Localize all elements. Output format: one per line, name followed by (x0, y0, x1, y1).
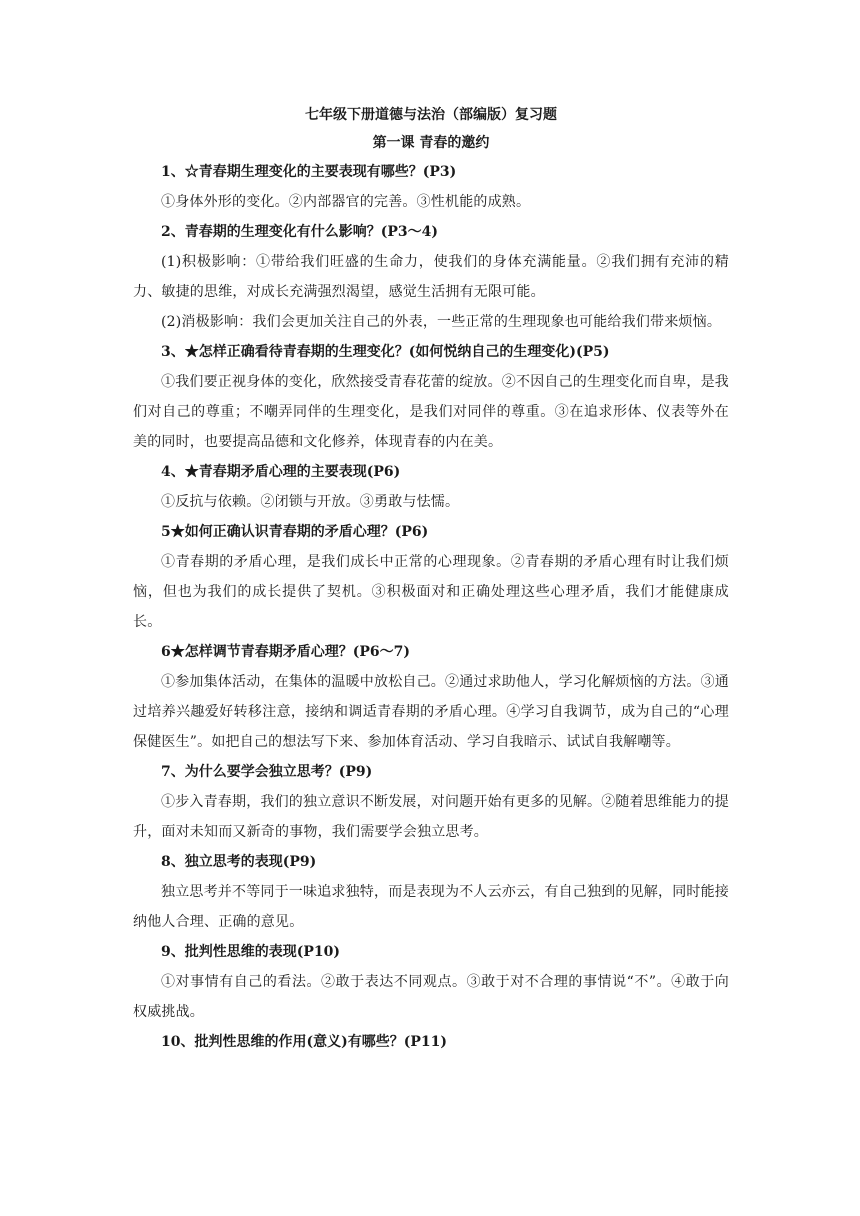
question-6: 6★怎样调节青春期矛盾心理？(P6～7) (161, 644, 410, 660)
question-4: 4、★青春期矛盾心理的主要表现(P6) (161, 464, 401, 480)
answer-6: ①参加集体活动，在集体的温暖中放松自己。②通过求助他人，学习化解烦恼的方法。③通过培养兴趣爱好转移注意，接纳和调适青春期的矛盾心理。④学习自我调节，成为自己的“心理保健医生”。如把自己的想法写下来、参加体育活动、学习自我暗示、试试自我解嘲等。 (133, 674, 729, 750)
document-content (133, 101, 729, 1057)
answer-3: ①我们要正视身体的变化，欣然接受青春花蕾的绽放。②不因自己的生理变化而自卑，是我们对自己的尊重；不嘲弄同伴的生理变化，是我们对同伴的尊重。③在追求形体、仪表等外在美的同时，也要提高品德和文化修养，体现青春的内在美。 (133, 374, 729, 450)
answer-1: ①身体外形的变化。②内部器官的完善。③性机能的成熟。 (161, 194, 531, 210)
answer-4: ①反抗与依赖。②闭锁与开放。③勇敢与怯懦。 (161, 494, 460, 510)
answer-5: ①青春期的矛盾心理，是我们成长中正常的心理现象。②青春期的矛盾心理有时让我们烦恼，但也为我们的成长提供了契机。③积极面对和正确处理这些心理矛盾，我们才能健康成长。 (133, 554, 729, 630)
question-8: 8、独立思考的表现(P9) (161, 854, 317, 870)
lesson-title: 第一课 青春的邀约 (372, 135, 490, 151)
answer-2-positive: (1)积极影响：①带给我们旺盛的生命力，使我们的身体充满能量。②我们拥有充沛的精力、敏捷的思维，对成长充满强烈渴望，感觉生活拥有无限可能。 (133, 254, 729, 300)
answer-8: 独立思考并不等同于一味追求独特，而是表现为不人云亦云，有自己独到的见解，同时能接纳他人合理、正确的意见。 (133, 884, 729, 930)
answer-2-negative: (2)消极影响：我们会更加关注自己的外表，一些正常的生理现象也可能给我们带来烦恼。 (161, 314, 722, 330)
question-1: 1、☆青春期生理变化的主要表现有哪些？(P3) (161, 164, 457, 180)
question-7: 7、为什么要学会独立思考？(P9) (161, 764, 373, 780)
answer-9: ①对事情有自己的看法。②敢于表达不同观点。③敢于对不合理的事情说“不”。④敢于向权威挑战。 (133, 974, 729, 1020)
question-5: 5★如何正确认识青春期的矛盾心理？(P6) (161, 524, 429, 540)
answer-7: ①步入青春期，我们的独立意识不断发展，对问题开始有更多的见解。②随着思维能力的提升，面对未知而又新奇的事物，我们需要学会独立思考。 (133, 794, 729, 840)
question-3: 3、★怎样正确看待青春期的生理变化？(如何悦纳自己的生理变化)(P5) (161, 344, 610, 360)
document-title: 七年级下册道德与法治（部编版）复习题 (305, 107, 557, 123)
question-10: 10、批判性思维的作用(意义)有哪些？(P11) (161, 1034, 447, 1050)
question-9: 9、批判性思维的表现(P10) (161, 944, 340, 960)
question-2: 2、青春期的生理变化有什么影响？(P3～4) (161, 224, 438, 240)
